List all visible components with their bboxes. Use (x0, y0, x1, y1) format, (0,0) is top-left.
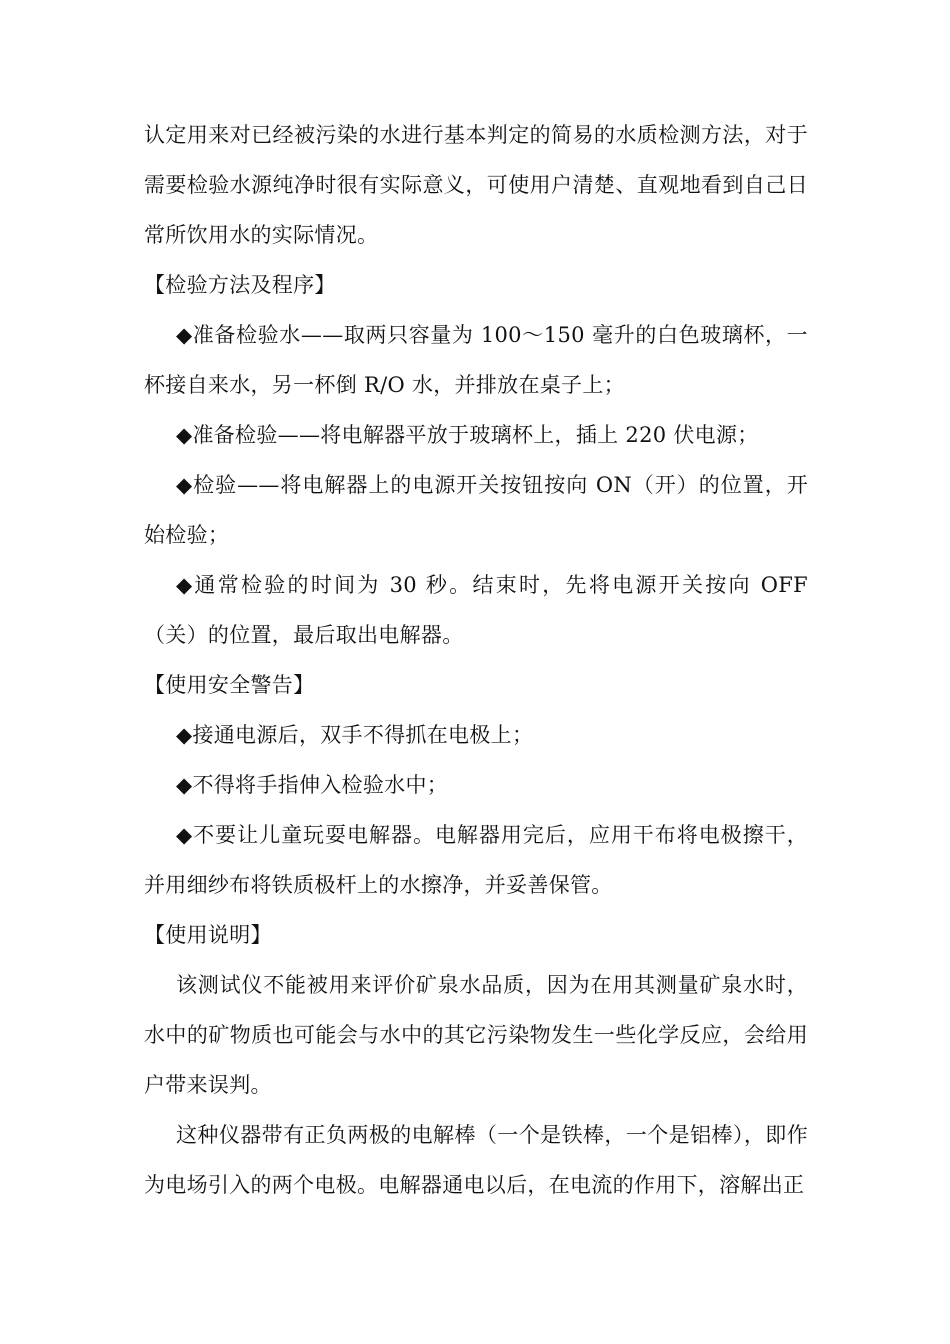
step-prepare-water: ◆准备检验水——取两只容量为 100～150 毫升的白色玻璃杯，一杯接自来水，另一杯倒 R/O 水，并排放在桌子上； (144, 323, 808, 397)
step-test: ◆检验——将电解器上的电源开关按钮按向 ON（开）的位置，开始检验； (144, 473, 808, 547)
instructions-paragraph-2: 这种仪器带有正负两极的电解棒（一个是铁棒，一个是铝棒），即作为电场引入的两个电极。电解器通电以后，在电流的作用下，溶解出正 (144, 1123, 808, 1197)
section-heading-test-method: 【检验方法及程序】 (144, 273, 336, 297)
step-duration: ◆通常检验的时间为 30 秒。结束时，先将电源开关按向 OFF（关）的位置，最后取出电解器。 (144, 573, 808, 647)
intro-paragraph: 认定用来对已经被污染的水进行基本判定的简易的水质检测方法，对于需要检验水源纯净时很有实际意义，可使用户清楚、直观地看到自己日常所饮用水的实际情况。 (144, 123, 808, 247)
instructions-paragraph-1: 该测试仪不能被用来评价矿泉水品质，因为在用其测量矿泉水时，水中的矿物质也可能会与水中的其它污染物发生一些化学反应，会给用户带来误判。 (144, 973, 808, 1097)
warning-electrodes: ◆接通电源后，双手不得抓在电极上； (176, 723, 534, 747)
warning-fingers: ◆不得将手指伸入检验水中； (176, 773, 449, 797)
warning-children: ◆不要让儿童玩耍电解器。电解器用完后，应用干布将电极擦干，并用细纱布将铁质极杆上的水擦净，并妥善保管。 (144, 823, 808, 897)
section-heading-instructions: 【使用说明】 (144, 923, 272, 947)
section-heading-safety-warning: 【使用安全警告】 (144, 673, 315, 697)
document-body (144, 110, 808, 1210)
step-prepare-test: ◆准备检验——将电解器平放于玻璃杯上，插上 220 伏电源； (176, 423, 759, 447)
